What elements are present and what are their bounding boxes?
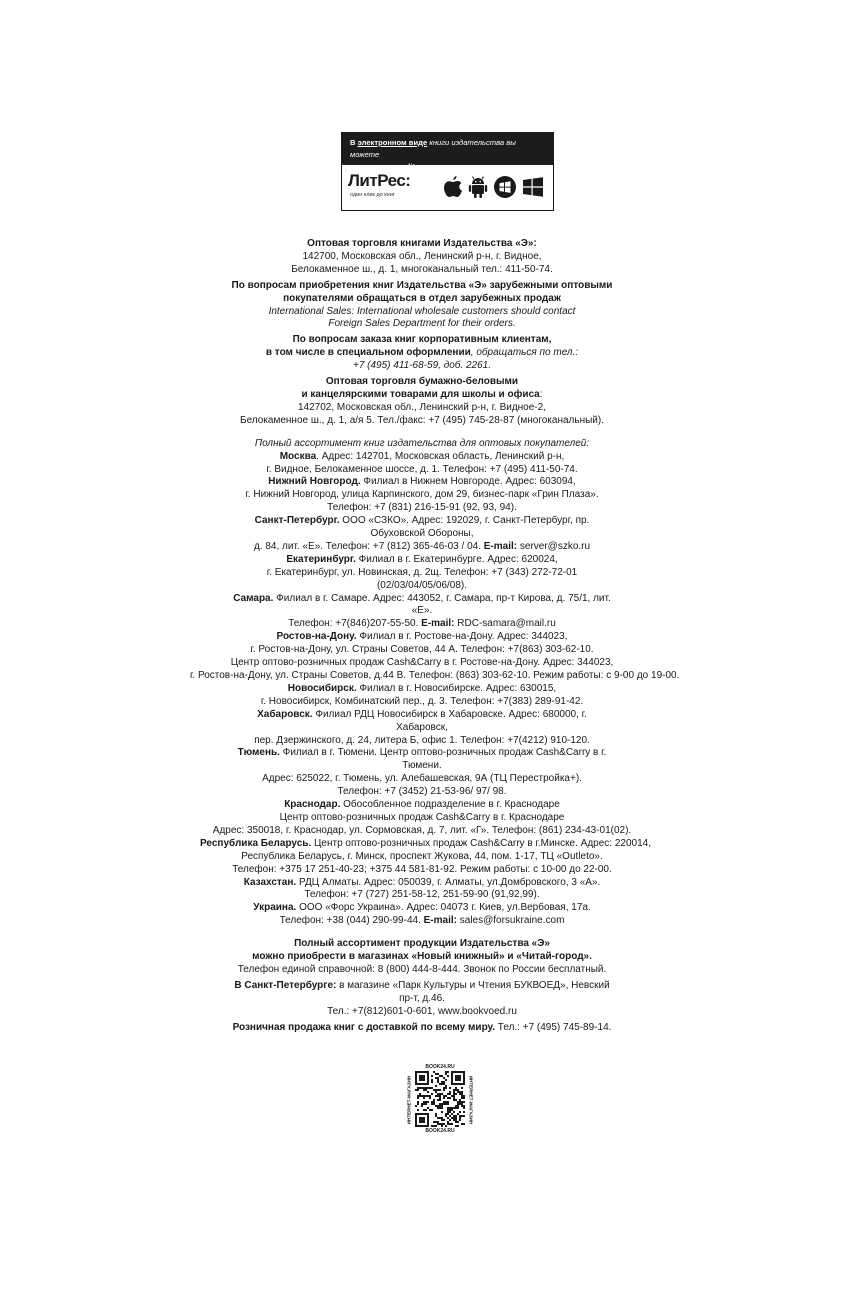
foreign-sales-section [230, 280, 614, 332]
retail-phone: Телефон единой справочной: 8 (800) 444-8-444. Звонок по России бесплатный. [237, 963, 607, 975]
branch-samara-line2 [230, 618, 614, 631]
branch-spb-line2 [230, 541, 614, 554]
intl-sales-line2: Foreign Sales Department for their orders. [328, 318, 516, 330]
branch-text: Центр оптово-розничных продаж Cash&Carry в г.Минске. Адрес: 220014, [311, 837, 652, 849]
branch-name: Казахстан. [243, 876, 297, 888]
branch-text: . Адрес: 142701, Московская область, Ленинский р-н, [316, 450, 565, 462]
spb-retail-section [230, 980, 614, 1019]
branch-ekaterinburg [230, 554, 614, 567]
stationery-title-line2: и канцелярскими товарами для школы и офиса [301, 388, 540, 400]
branch-rostov [230, 631, 614, 644]
litres-banner-text [342, 133, 553, 171]
stationery-address-line1: 142702, Московская обл., Ленинский р-н, г. Видное-2, [298, 401, 546, 413]
branch-text: Филиал в г. Екатеринбурге. Адрес: 620024, [355, 553, 558, 565]
corporate-section [230, 334, 614, 373]
email-label: E-mail: [421, 618, 455, 630]
branch-name: Тюмень. [237, 747, 280, 759]
regional-branches [190, 437, 680, 928]
branch-text: Телефон: +38 (044) 290-99-44. [279, 915, 424, 927]
branch-tyumen [230, 747, 614, 773]
branch-nizhny-novgorod [230, 476, 614, 489]
assortment-intro: Полный ассортимент книг издательства для оптовых покупателей: [254, 437, 590, 449]
branch-spb [230, 515, 614, 541]
branch-name: Санкт-Петербург. [254, 515, 340, 527]
branch-text: Филиал РДЦ Новосибирск в Хабаровске. Адрес: 680000, г. Хабаровск, [312, 708, 587, 733]
branch-text: Филиал в г. Ростове-на-Дону. Адрес: 344023, [356, 631, 568, 643]
stationery-address-line2: Белокаменное ш., д. 1, а/я 5. Тел./факс: +7 (495) 745-28-87 (многоканальный). [240, 414, 604, 426]
wholesale-address-line2: Белокаменное ш., д. 1, многоканальный тел.: 411-50-74. [291, 263, 553, 275]
windows-phone-icon [493, 175, 517, 199]
branch-kazakhstan [230, 877, 614, 890]
branch-krasnodar [230, 799, 614, 812]
email-label: E-mail: [483, 540, 518, 552]
android-icon [468, 175, 488, 199]
book24-qr-block [404, 1064, 476, 1136]
wholesale-address-line1: 142700, Московская обл., Ленинский р-н, г. Видное, [302, 250, 542, 262]
branch-name: Москва [279, 450, 317, 462]
intl-sales-line1: International Sales: International wholesale customers should contact [268, 305, 576, 317]
branch-belarus-line2: Республика Беларусь, г. Минск, проспект Жукова, 44, пом. 1-17, ТЦ «Outleto». [241, 850, 603, 862]
branch-nn-line2: г. Нижний Новгород, улица Карпинского, дом 29, бизнес-парк «Грин Плаза». [245, 489, 599, 501]
branch-tyumen-line2: Адрес: 625022, г. Тюмень, ул. Алебашевская, 9А (ТЦ Перестройка+). [262, 773, 582, 785]
foreign-title-line1: По вопросам приобретения книг Издательства «Э» зарубежными оптовыми [231, 279, 613, 291]
wholesale-section [230, 238, 614, 277]
branch-name: Самара. [233, 592, 274, 604]
email-link[interactable]: RDC-samara@mail.ru [454, 618, 556, 630]
retail-title-line1: Полный ассортимент продукции Издательства «Э» [294, 938, 550, 950]
worldwide-phone: Тел.: +7 (495) 745-89-14. [495, 1021, 612, 1033]
corp-phone: +7 (495) 411-68-59, доб. 2261. [352, 360, 491, 372]
corp-title-line2: в том числе в специальном оформлении [265, 347, 471, 359]
litres-ebook-link[interactable]: электронном виде [357, 138, 428, 147]
branch-rostov-line3: Центр оптово-розничных продаж Cash&Carry в г. Ростове-на-Дону. Адрес: 344023, [230, 657, 614, 669]
branch-text: Обособленное подразделение в г. Краснодаре [340, 799, 560, 811]
corp-title-line1: По вопросам заказа книг корпоративным клиентам, [292, 334, 552, 346]
qr-right-label: ИНТЕРНЕТ-МАГАЗИН [468, 1075, 474, 1125]
branch-text: Филиал в г. Тюмени. Центр оптово-розничных продаж Cash&Carry в г. Тюмени. [279, 747, 607, 772]
platform-icons [443, 174, 544, 200]
branch-text: ООО «СЗКО». Адрес: 192029, г. Санкт-Петербург, пр. Обуховской Обороны, [339, 515, 590, 540]
branch-text: д. 84, лит. «Е». Телефон: +7 (812) 365-46-03 / 04. [253, 540, 484, 552]
branch-text: Филиал в Нижнем Новгороде. Адрес: 603094, [360, 476, 576, 488]
branch-nn-line3: Телефон: +7 (831) 216-15-91 (92, 93, 94). [327, 502, 517, 514]
branch-name: Украина. [253, 902, 297, 914]
qr-bottom-label: BOOK24.RU [425, 1128, 455, 1134]
branch-text: Филиал в г. Самаре. Адрес: 443052, г. Самара, пр-т Кирова, д. 75/1, лит. «Е». [273, 592, 611, 617]
branch-krasnodar-line2: Центр оптово-розничных продаж Cash&Carry в г. Краснодаре [279, 811, 565, 823]
branch-rostov-line2: г. Ростов-на-Дону, ул. Страны Советов, 44 А. Телефон: +7(863) 303-62-10. [250, 644, 594, 656]
spb-retail-text: в магазине «Парк Культуры и Чтения БУКВОЕД», Невский пр-т, д.46. [336, 979, 610, 1004]
windows-icon [522, 175, 544, 199]
wholesale-title: Оптовая торговля книгами Издательства «Э»: [307, 238, 537, 249]
branch-name: Нижний Новгород. [268, 476, 361, 488]
apple-icon [443, 175, 463, 199]
branch-text: Телефон: +7(846)207-55-50. [288, 618, 422, 630]
worldwide-section [230, 1022, 614, 1035]
branch-rostov-line4: г. Ростов-на-Дону, ул. Страны Советов, д.44 В. Телефон: (863) 303-62-10. Режим работы: с 9-00 до 19-00. [190, 670, 680, 681]
branch-samara [230, 593, 614, 619]
corp-title-tail: , обращаться по тел.: [470, 347, 579, 359]
retail-title-line2: можно приобрести в магазинах «Новый книжный» и «Читай-город». [252, 951, 592, 963]
branch-name: Республика Беларусь. [200, 837, 312, 849]
stationery-colon: : [539, 388, 543, 400]
litres-line1-pre: В [350, 138, 358, 147]
branch-novosibirsk [230, 683, 614, 696]
branch-kz-line2: Телефон: +7 (727) 251-58-12, 251-59-90 (91,92,99). [304, 889, 540, 901]
qr-left-label: ИНТЕРНЕТ-МАГАЗИН [406, 1075, 412, 1125]
branch-name: Екатеринбург. [286, 553, 356, 565]
branch-name: Ростов-на-Дону. [276, 631, 357, 643]
branch-krasnodar-line3: Адрес: 350018, г. Краснодар, ул. Сормовская, д. 7, лит. «Г». Телефон: (861) 234-43-01(02). [212, 824, 632, 836]
branch-name: Хабаровск. [257, 708, 313, 720]
email-label: E-mail: [423, 915, 457, 927]
spb-retail-name: В Санкт-Петербурге: [234, 979, 337, 991]
qr-top-label: BOOK24.RU [425, 1064, 455, 1070]
branch-khabarovsk [230, 709, 614, 735]
litres-slogan: один клик до книг [350, 192, 395, 198]
spb-retail-phone: Тел.: +7(812)601-0-601, www.bookvoed.ru [327, 1005, 517, 1017]
publisher-contacts [190, 238, 680, 1034]
branch-nsk-line2: г. Новосибирск, Комбинатский пер., д. 3. Телефон: +7(383) 289-91-42. [260, 695, 584, 707]
branch-name: Краснодар. [284, 799, 341, 811]
litres-site-link[interactable]: www.litres.ru [388, 162, 437, 171]
email-link[interactable]: sales@forsukraine.com [456, 915, 565, 927]
branch-text: Филиал в г. Новосибирске. Адрес: 630015, [356, 682, 557, 694]
branch-belarus [200, 837, 652, 851]
email-link[interactable]: server@szko.ru [517, 540, 591, 552]
stationery-section [230, 376, 614, 428]
qr-code[interactable] [415, 1071, 465, 1127]
foreign-title-line2: покупателями обращаться в отдел зарубежных продаж [283, 292, 561, 304]
branch-name: Новосибирск. [287, 682, 357, 694]
branch-khab-line2: пер. Дзержинского, д. 24, литера Б, офис 1. Телефон: +7(4212) 910-120. [254, 734, 590, 746]
branch-ekb-line2: г. Екатеринбург, ул. Новинская, д. 2щ. Телефон: +7 (343) 272-72-01 (02/03/04/05/06/08). [266, 566, 578, 591]
worldwide-title: Розничная продажа книг с доставкой по всему миру. [232, 1021, 496, 1033]
retail-section [230, 938, 614, 977]
branch-text: ООО «Форс Украина». Адрес: 04073 г. Киев, ул.Вербовая, 17а. [296, 902, 591, 914]
litres-banner [341, 132, 554, 211]
litres-logo: ЛитРес: [348, 171, 411, 190]
branch-ukraine [230, 902, 614, 915]
branch-moscow-line2: г. Видное, Белокаменное шоссе, д. 1. Телефон: +7 (495) 411-50-74. [266, 463, 578, 475]
litres-line2-pre: купить на [350, 162, 389, 171]
litres-line1-post: книги издательства вы можете [350, 138, 516, 159]
branch-moscow [230, 451, 614, 464]
branch-ukraine-line2 [230, 915, 614, 928]
branch-text: РДЦ Алматы. Адрес: 050039, г. Алматы, ул.Домбровского, 3 «А». [296, 876, 601, 888]
stationery-title-line1: Оптовая торговля бумажно-беловыми [325, 376, 519, 388]
branch-belarus-line3: Телефон: +375 17 251-40-23; +375 44 581-81-92. Режим работы: с 10-00 до 22-00. [232, 863, 612, 875]
branch-tyumen-line3: Телефон: +7 (3452) 21-53-96/ 97/ 98. [337, 786, 507, 798]
